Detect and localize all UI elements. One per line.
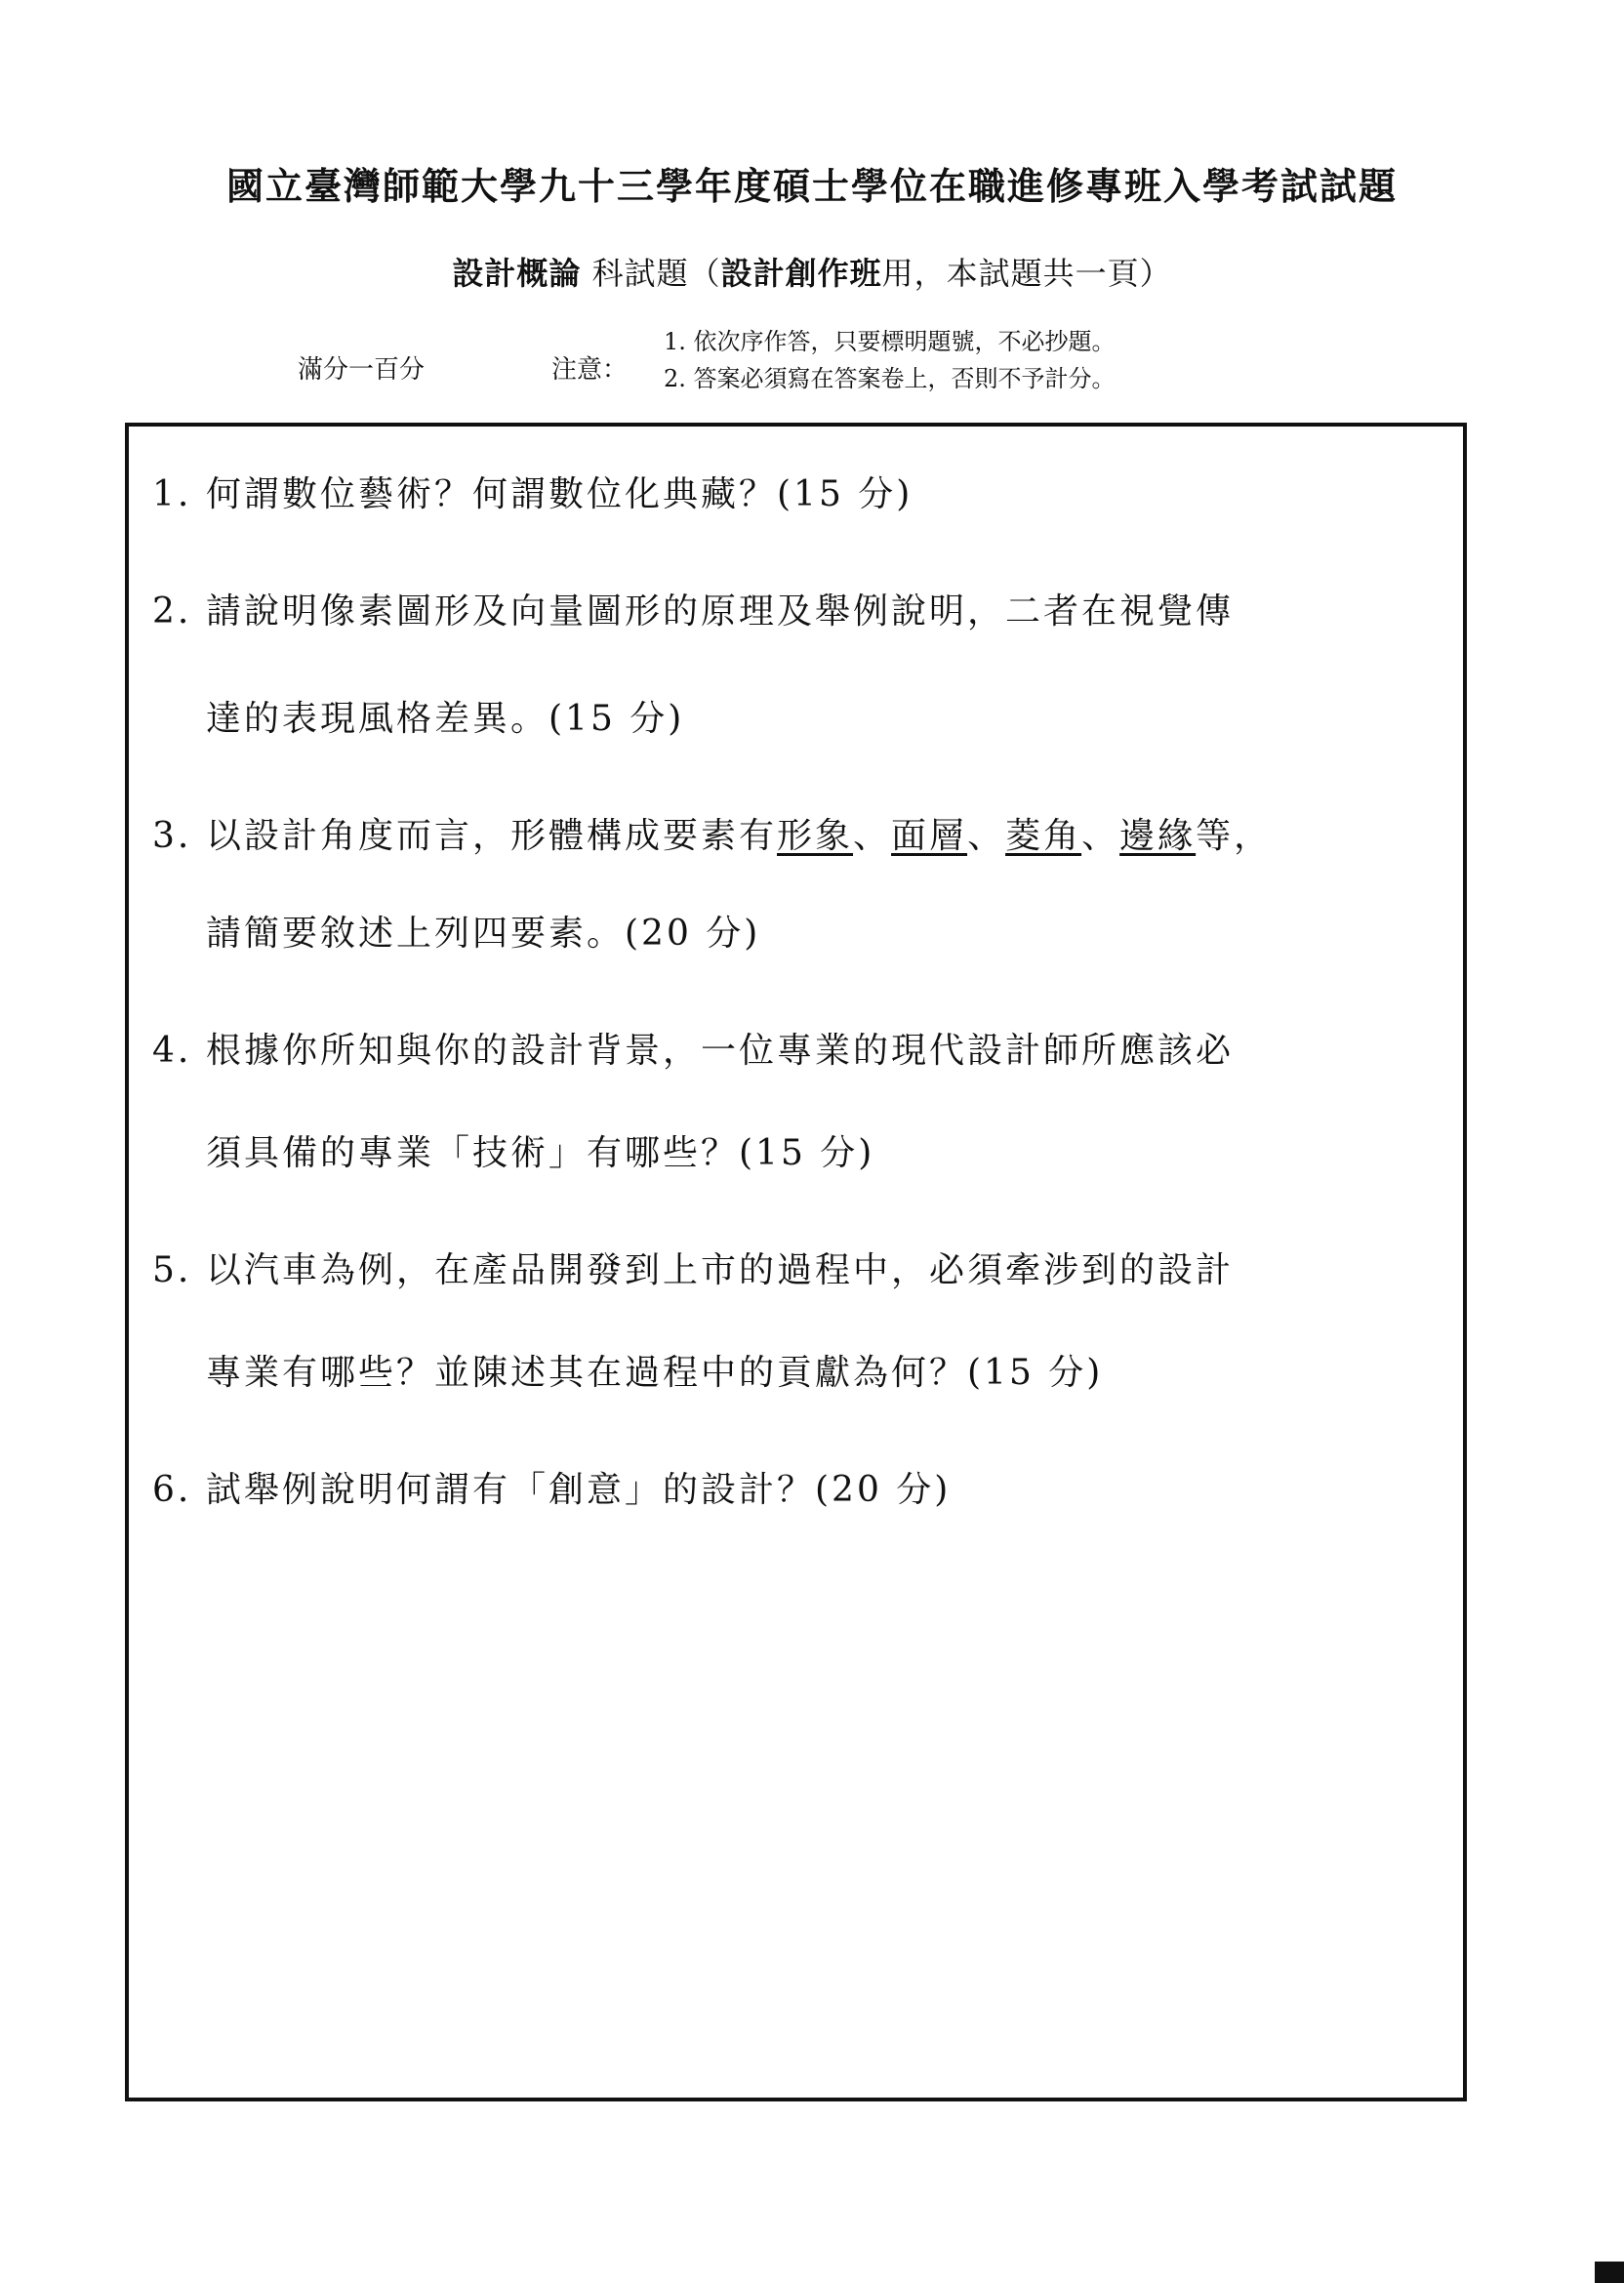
question-number: 5. (152, 1250, 192, 1290)
notice-label: 注意： (551, 355, 629, 385)
question-5 (152, 1250, 1235, 1290)
question-box (125, 423, 1467, 2101)
question-number: 6. (152, 1470, 192, 1510)
exam-meta (0, 317, 1624, 395)
question-number: 2. (152, 591, 192, 632)
question-text: 何謂數位藝術？何謂數位化典藏？(15 分) (206, 474, 914, 514)
term-separator: 、 (853, 816, 892, 856)
term-underlined: 面層 (891, 816, 968, 856)
question-1 (152, 474, 914, 514)
question-number: 3. (152, 816, 192, 856)
subject-line (0, 249, 1624, 294)
question-3 (152, 816, 1273, 856)
notice-item: 2. 答案必須寫在答案卷上，否則不予計分。 (664, 365, 1116, 392)
question-6 (152, 1470, 952, 1510)
scan-edge-mark (1595, 2262, 1624, 2283)
question-text: 以設計角度而言，形體構成要素有 (206, 816, 778, 856)
question-5-continuation: 專業有哪些？並陳述其在過程中的貢獻為何？(15 分) (206, 1353, 1104, 1393)
question-text-suffix: 等， (1196, 816, 1273, 856)
question-2-continuation: 達的表現風格差異。(15 分) (206, 699, 685, 739)
term-separator: 、 (1081, 816, 1120, 856)
class-suffix: 用，本試題共一頁） (881, 255, 1172, 292)
question-3-continuation: 請簡要敘述上列四要素。(20 分) (206, 914, 761, 954)
notice-list (664, 323, 1116, 397)
subject-name: 設計概論 (452, 255, 582, 292)
exam-title: 國立臺灣師範大學九十三學年度碩士學位在職進修專班入學考試試題 (225, 164, 1398, 208)
full-score: 滿分一百分 (298, 355, 426, 385)
notice-item: 1. 依次序作答，只要標明題號，不必抄題。 (664, 328, 1116, 355)
question-2 (152, 591, 1235, 632)
term-underlined: 邊緣 (1119, 816, 1197, 856)
term-underlined: 菱角 (1005, 816, 1082, 856)
question-text: 請說明像素圖形及向量圖形的原理及舉例說明，二者在視覺傳 (206, 591, 1235, 632)
question-text: 試舉例說明何謂有「創意」的設計？(20 分) (206, 1470, 952, 1510)
question-4-continuation: 須具備的專業「技術」有哪些？(15 分) (206, 1133, 875, 1173)
question-number: 4. (152, 1031, 192, 1071)
question-4 (152, 1031, 1235, 1071)
term-underlined: 形象 (777, 816, 854, 856)
question-number: 1. (152, 474, 192, 514)
term-separator: 、 (967, 816, 1006, 856)
question-text: 根據你所知與你的設計背景，一位專業的現代設計師所應該必 (206, 1031, 1235, 1071)
subject-suffix: 科試題（ (581, 255, 721, 292)
class-name: 設計創作班 (720, 255, 882, 292)
question-text: 以汽車為例，在產品開發到上市的過程中，必須牽涉到的設計 (206, 1250, 1235, 1290)
